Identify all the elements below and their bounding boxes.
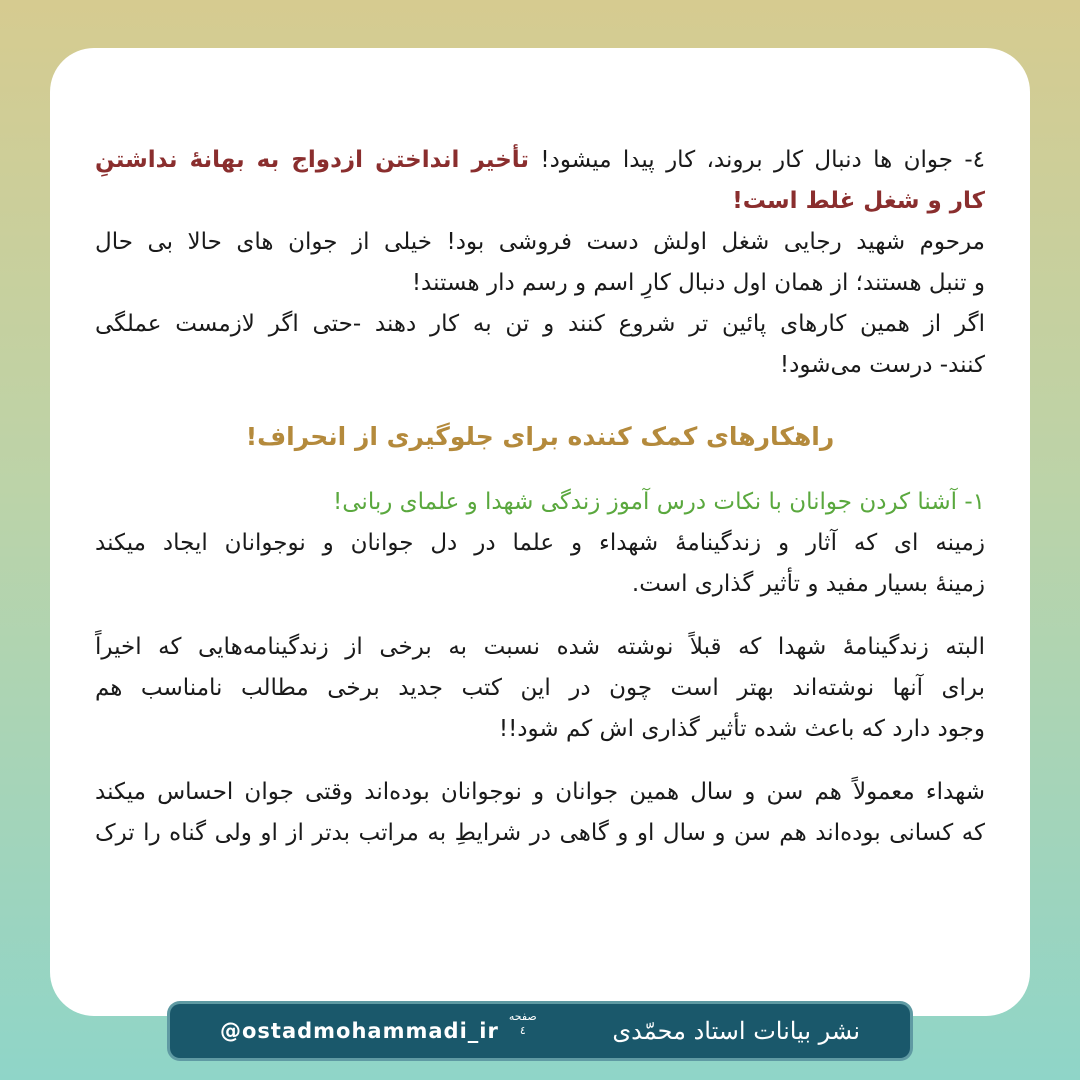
page-number: ٤	[519, 1024, 526, 1037]
page-indicator	[509, 1010, 537, 1038]
page-label: صفحه	[508, 1010, 537, 1023]
paragraph-line: و تنبل هستند؛ از همان اول دنبال کارِ اسم و رسم دار هستند!	[411, 270, 985, 296]
paragraph-line: که کسانی بوده‌اند هم سن و سال او و گاهی در شرایطِ به مراتب بدتر از او ولی گناه را ترک	[95, 820, 985, 846]
paragraph-line: شهداء معمولاً هم سن و سال همین جوانان و نوجوانان بوده‌اند وقتی جوان احساس میکند	[95, 779, 985, 805]
section4-heading-2: کار و شغل غلط است!	[732, 188, 985, 214]
paragraph-line: مرحوم شهید رجایی شغل اولش دست فروشی بود! خیلی از جوان های حالا بی حال	[95, 229, 985, 255]
article-body	[95, 140, 985, 854]
paragraph-line: زمینهٔ بسیار مفید و تأثیر گذاری است.	[631, 571, 985, 597]
section4-heading	[95, 140, 985, 181]
paragraph-line: برای آنها نوشته‌اند بهتر است چون در این کتب جدید برخی مطالب نامناسب هم	[95, 675, 985, 701]
paragraph-line: وجود دارد که باعث شده تأثیر گذاری اش کم شود!!	[498, 716, 985, 742]
heading-highlight: تأخیر انداختن ازدواج به بهانهٔ نداشتنِ	[95, 147, 530, 173]
paragraph-line: کنند- درست می‌شود!	[779, 352, 985, 378]
footer-bar	[170, 1004, 910, 1058]
solutions-title: راهکارهای کمک کننده برای جلوگیری از انحراف!	[245, 422, 835, 451]
solution1-title: ۱- آشنا کردن جوانان با نکات درس آموز زندگی شهدا و علمای ربانی!	[333, 489, 985, 515]
paragraph-line: زمینه ای که آثار و زندگینامهٔ شهداء و علما در دل جوانان و نوجوانان ایجاد میکند	[95, 530, 985, 556]
social-handle: @ostadmohammadi_ir	[220, 1019, 499, 1043]
paragraph-line: البته زندگینامهٔ شهدا که قبلاً نوشته شده نسبت به برخی از زندگینامه‌هایی که اخیراً	[95, 634, 985, 660]
paragraph-line: اگر از همین کارهای پائین تر شروع کنند و تن به کار دهند -حتی اگر لازمست عملگی	[95, 311, 985, 337]
brand-logo: نشر بیانات استاد محمّدی	[612, 1017, 860, 1045]
heading-text: ٤- جوان ها دنبال کار بروند، کار پیدا میشود!	[529, 147, 985, 173]
